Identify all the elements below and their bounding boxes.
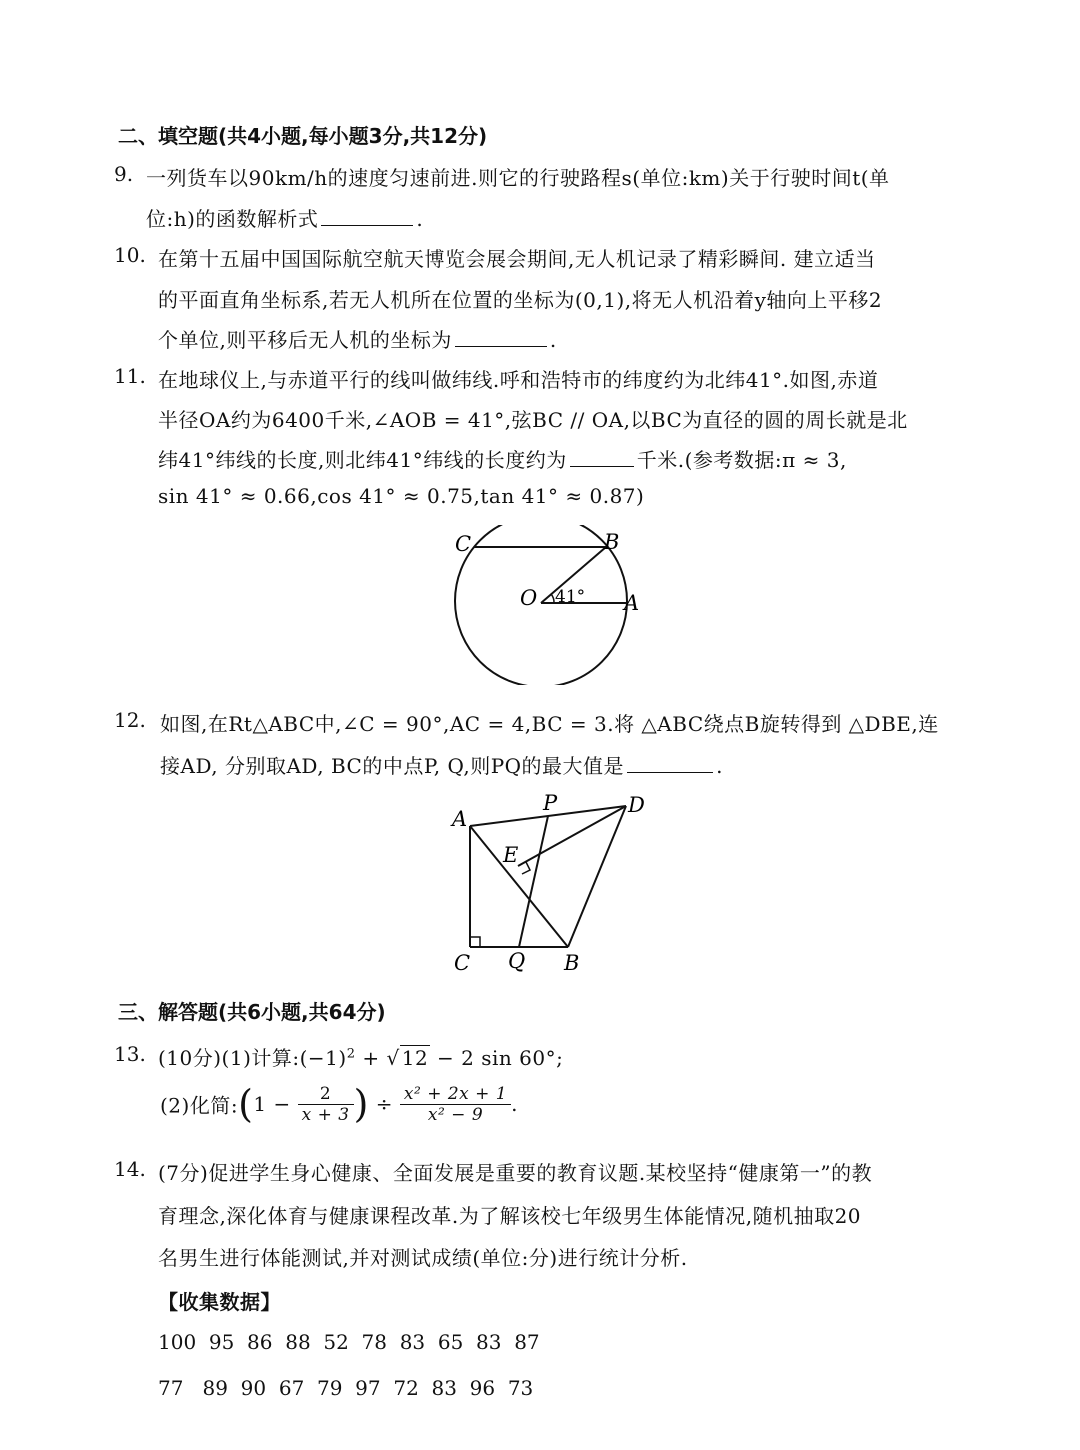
label-p: P [543, 791, 558, 815]
q9-line2-text: 位:h)的函数解析式 [146, 207, 319, 231]
q11-line3-text: 纬41°纬线的长度,则北纬41°纬线的长度约为 [158, 448, 567, 472]
right-paren-icon: ) [353, 1082, 369, 1126]
angle-arc [551, 594, 554, 603]
q10-number: 10. [114, 243, 146, 267]
q11-line4: sin 41° ≈ 0.66,cos 41° ≈ 0.75,tan 41° ≈ 0.87) [158, 484, 645, 508]
q13-fraction-2 [400, 1084, 511, 1125]
q14-number: 14. [114, 1157, 146, 1181]
q13-part2-label: (2)化简: [160, 1093, 239, 1118]
q13-sqrt-value: 12 [401, 1046, 429, 1070]
label-angle: 41° [555, 587, 586, 607]
label-e: E [503, 843, 519, 867]
section-2-title: 二、填空题(共4小题,每小题3分,共12分) [118, 124, 488, 148]
sqrt-icon: √ [386, 1046, 400, 1070]
q12-line1: 如图,在Rt△ABC中,∠C = 90°,AC = 4,BC = 3.将 △ABC绕点B旋转得到 △DBE,连 [160, 712, 939, 736]
q13-fraction-1 [298, 1084, 354, 1125]
label-c: C [454, 951, 471, 975]
q13-plus: + [355, 1046, 387, 1070]
q13-part1-text: (10分)(1)计算:(−1) [158, 1046, 347, 1070]
circle [455, 525, 627, 685]
q10-answer-blank[interactable] [455, 345, 547, 347]
q12-triangle-figure [440, 790, 660, 980]
q14-line3: 名男生进行体能测试,并对测试成绩(单位:分)进行统计分析. [158, 1246, 688, 1270]
q10-line1: 在第十五届中国国际航空航天博览会展会期间,无人机记录了精彩瞬间. 建立适当 [158, 247, 876, 271]
q12-line2-text: 接AD, 分别取AD, BC的中点P, Q,则PQ的最大值是 [160, 754, 625, 778]
q13-number: 13. [114, 1042, 146, 1066]
q14-line1: (7分)促进学生身心健康、全面发展是重要的教育议题.某校坚持“健康第一”的教 [158, 1161, 873, 1185]
q9-line2 [146, 203, 423, 232]
q12-number: 12. [114, 708, 146, 732]
q13-divide: ÷ [375, 1092, 394, 1116]
q12-period: . [716, 754, 723, 778]
q13-exponent: 2 [346, 1046, 356, 1062]
q14-data-row-2: 77 89 90 67 79 97 72 83 96 73 [158, 1376, 534, 1400]
q14-data-row-1: 100 95 86 88 52 78 83 65 83 87 [158, 1330, 540, 1354]
segment-ab [470, 826, 568, 947]
q10-period: . [549, 328, 557, 352]
q13-part1-tail: − 2 sin 60°; [430, 1046, 564, 1070]
section-3-title: 三、解答题(共6小题,共64分) [118, 1000, 386, 1024]
q12-answer-blank[interactable] [627, 771, 713, 773]
q10-line2: 的平面直角坐标系,若无人机所在位置的坐标为(0,1),将无人机沿着y轴向上平移2 [158, 288, 883, 312]
q11-line1: 在地球仪上,与赤道平行的线叫做纬线.呼和浩特市的纬度约为北纬41°.如图,赤道 [158, 368, 879, 392]
q14-line2: 育理念,深化体育与健康课程改革.为了解该校七年级男生体能情况,随机抽取20 [158, 1204, 862, 1228]
segment-pq [519, 816, 548, 947]
label-d: D [628, 793, 645, 817]
q11-line2: 半径OA约为6400千米,∠AOB = 41°,弦BC // OA,以BC为直径的圆的周长就是北 [158, 408, 908, 432]
label-o: O [520, 586, 538, 610]
frac1-denominator: x + 3 [301, 1104, 350, 1125]
label-c: C [455, 532, 472, 556]
label-a: A [624, 591, 640, 615]
frac2-numerator: x² + 2x + 1 [400, 1084, 511, 1105]
segment-de [518, 806, 626, 866]
right-angle-c [470, 937, 480, 947]
q11-answer-blank[interactable] [570, 465, 634, 467]
segment-db [568, 806, 626, 947]
q9-line1: 一列货车以90km/h的速度匀速前进.则它的行驶路程s(单位:km)关于行驶时间t(单 [146, 166, 890, 190]
q11-number: 11. [114, 364, 146, 388]
q9-period: . [416, 207, 424, 231]
label-b: B [564, 951, 580, 975]
q13-period: . [511, 1092, 518, 1116]
q11-line3-tail: 千米.(参考数据:π ≈ 3, [636, 448, 847, 472]
q10-line3 [158, 324, 557, 353]
label-a: A [452, 807, 468, 831]
label-q: Q [508, 949, 526, 973]
q9-number: 9. [114, 162, 134, 186]
frac1-numerator: 2 [298, 1084, 354, 1105]
q11-line3 [158, 444, 847, 473]
q13-one-minus: 1 − [253, 1092, 291, 1116]
q11-circle-figure [440, 525, 660, 685]
q13-part1 [158, 1042, 563, 1071]
q9-answer-blank[interactable] [321, 224, 413, 226]
q10-line3-text: 个单位,则平移后无人机的坐标为 [158, 328, 452, 352]
label-b: B [604, 530, 620, 554]
q13-part2 [160, 1082, 518, 1142]
left-paren-icon: ( [238, 1082, 254, 1126]
q12-line2 [160, 750, 723, 779]
q14-collect-heading: 【收集数据】 [158, 1290, 281, 1314]
frac2-denominator: x² − 9 [427, 1104, 484, 1125]
